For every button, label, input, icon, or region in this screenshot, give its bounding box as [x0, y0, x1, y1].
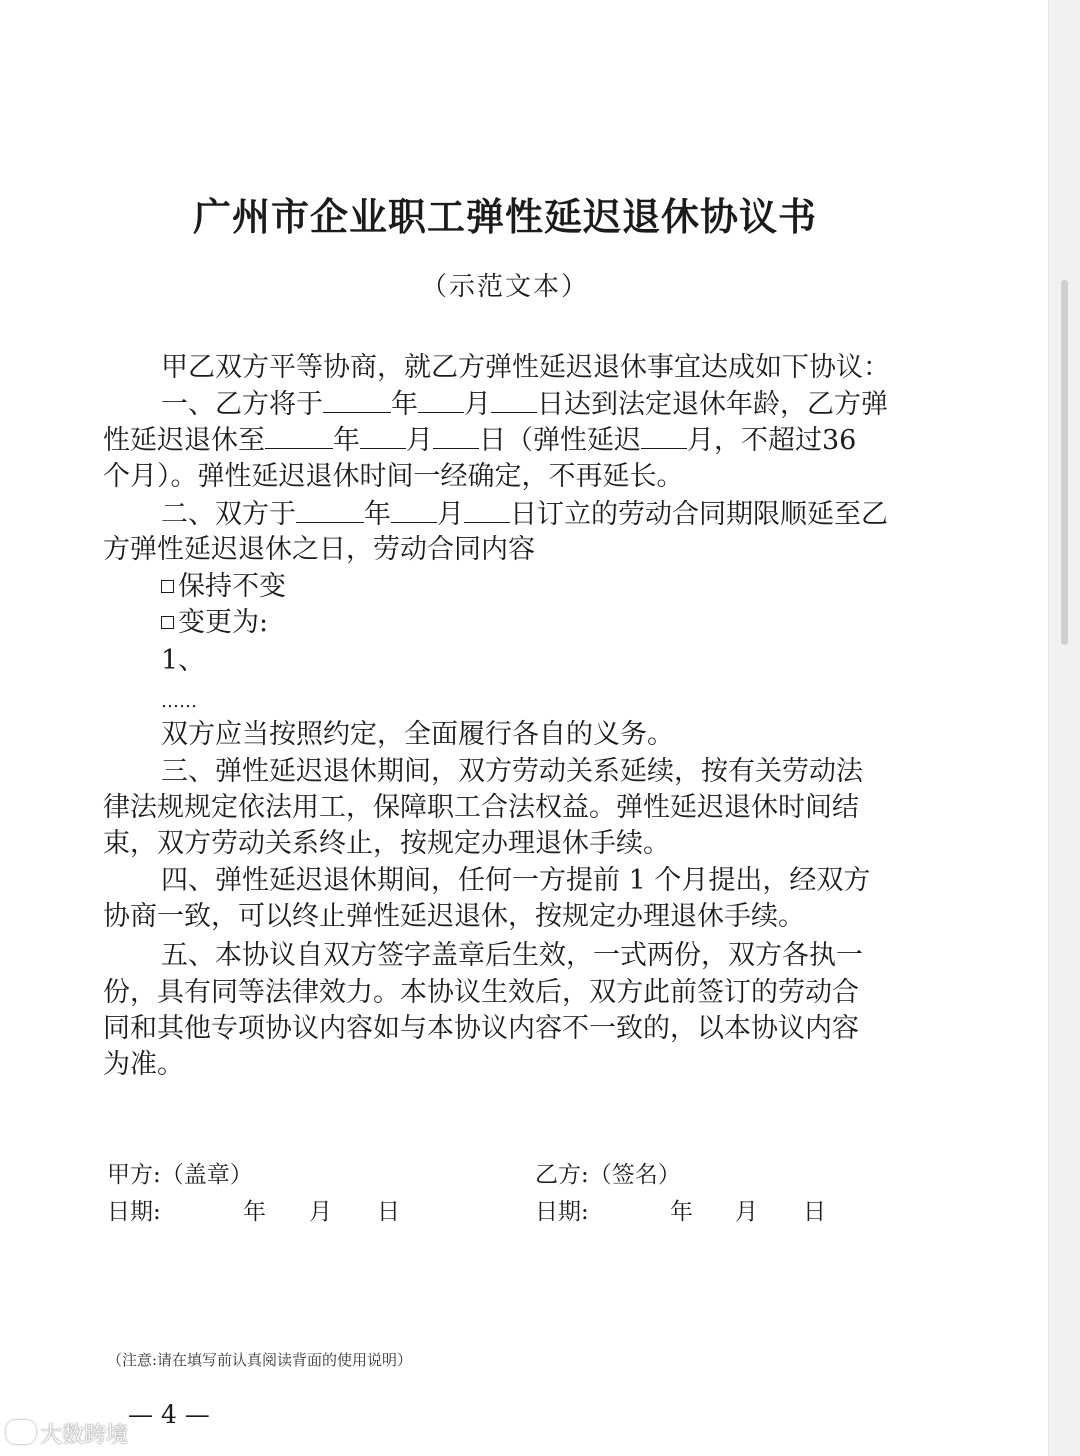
- watermark: [6, 1418, 128, 1449]
- watermark-text: 大数跨境: [40, 1423, 129, 1448]
- clause-3-line-2: 律法规规定依法用工，保障职工合法权益。弹性延迟退休时间结: [103, 792, 859, 823]
- party-b-signature: 乙方:（签名）: [535, 1162, 681, 1188]
- scrollbar-track[interactable]: [1048, 0, 1080, 1456]
- party-a-date-day: 日: [377, 1199, 400, 1225]
- blank-year[interactable]: [323, 388, 391, 413]
- option-change[interactable]: 变更为:: [161, 605, 268, 641]
- blank-delay-year[interactable]: [265, 424, 333, 449]
- clause-5-line-3: 同和其他专项协议内容如与本协议内容不一致的，以本协议内容: [103, 1013, 859, 1044]
- checkbox-keep[interactable]: [161, 580, 174, 593]
- party-b-date-label: 日期:: [535, 1199, 589, 1225]
- clause-1-line-3: 个月）。弹性延迟退休时间一经确定，不再延长。: [103, 461, 684, 492]
- change-item-1: 1、: [161, 645, 206, 676]
- clause-3-line-1: 三、弹性延迟退休期间，双方劳动关系延续，按有关劳动法: [161, 756, 863, 787]
- party-a-date-year: 年: [243, 1199, 266, 1225]
- clause-5-line-4: 为准。: [103, 1049, 184, 1080]
- blank-contract-year[interactable]: [296, 498, 364, 523]
- clause-1-line-2: 性延迟退休至 年 月 日（弹性延迟 月，不超过36: [103, 425, 857, 456]
- blank-contract-month[interactable]: [391, 498, 437, 523]
- clause-1-line-1: 一、乙方将于 年 月 日达到法定退休年龄，乙方弹: [161, 389, 888, 420]
- obligation-line: 双方应当按照约定，全面履行各自的义务。: [161, 719, 674, 750]
- party-b-date-day: 日: [803, 1199, 826, 1225]
- checkbox-change[interactable]: [161, 616, 174, 629]
- scrollbar-thumb[interactable]: [1061, 280, 1068, 645]
- page-number: — 4 —: [128, 1400, 210, 1429]
- document-title: 广州市企业职工弹性延迟退休协议书: [192, 194, 817, 239]
- document-subtitle: （示范文本）: [420, 272, 589, 302]
- blank-day[interactable]: [491, 388, 537, 413]
- blank-delay-months[interactable]: [641, 424, 687, 449]
- intro-paragraph: 甲乙双方平等协商，就乙方弹性延迟退休事宜达成如下协议：: [161, 352, 890, 383]
- change-ellipsis: ……: [161, 691, 197, 712]
- watermark-logo-icon: [6, 1420, 36, 1444]
- clause-4-line-2: 协商一致，可以终止弹性延迟退休，按规定办理退休手续。: [103, 901, 805, 932]
- party-b-date-year: 年: [670, 1199, 693, 1225]
- usage-note: （注意:请在填写前认真阅读背面的使用说明）: [107, 1351, 413, 1369]
- party-a-date-month: 月: [309, 1199, 332, 1225]
- blank-delay-month[interactable]: [360, 424, 406, 449]
- clause-5-line-2: 份，具有同等法律效力。本协议生效后，双方此前签订的劳动合: [103, 977, 859, 1008]
- party-a-signature: 甲方:（盖章）: [107, 1162, 253, 1188]
- clause-2-line-1: 二、双方于 年 月 日订立的劳动合同期限顺延至乙: [161, 499, 888, 530]
- blank-contract-day[interactable]: [464, 498, 510, 523]
- clause-4-line-1: 四、弹性延迟退休期间，任何一方提前 1 个月提出，经双方: [161, 865, 871, 896]
- clause-5-line-1: 五、本协议自双方签字盖章后生效，一式两份，双方各执一: [161, 940, 863, 971]
- blank-delay-day[interactable]: [433, 424, 479, 449]
- blank-month[interactable]: [418, 388, 464, 413]
- clause-2-line-2: 方弹性延迟退休之日，劳动合同内容: [103, 534, 535, 565]
- party-b-date-month: 月: [735, 1199, 758, 1225]
- clause-3-line-3: 束，双方劳动关系终止，按规定办理退休手续。: [103, 828, 670, 859]
- option-keep[interactable]: 保持不变: [161, 569, 286, 605]
- party-a-date-label: 日期:: [107, 1199, 161, 1225]
